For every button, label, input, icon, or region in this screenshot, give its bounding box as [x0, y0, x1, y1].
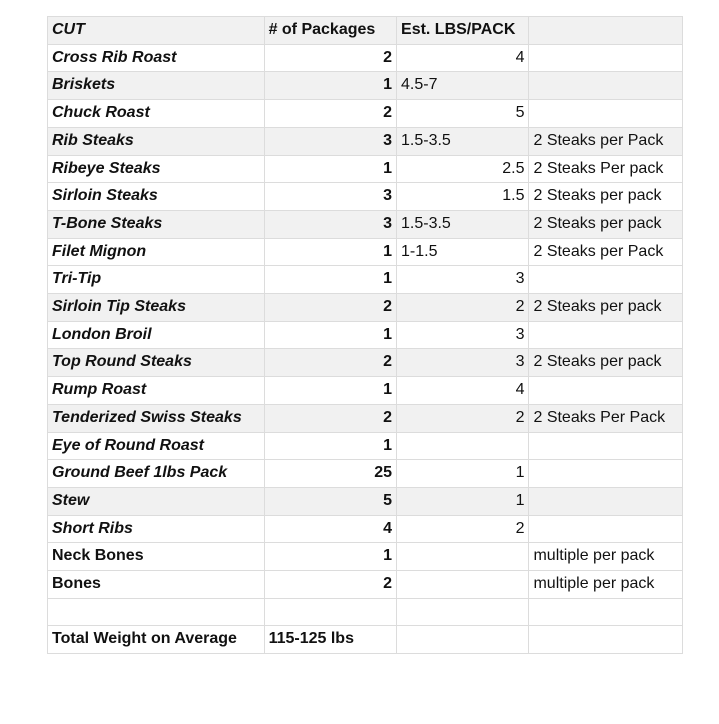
cut-name: Filet Mignon — [48, 238, 265, 266]
lbs-per-pack: 4 — [397, 44, 529, 72]
lbs-per-pack: 1.5 — [397, 183, 529, 211]
empty-cell — [397, 626, 529, 654]
package-count: 2 — [264, 571, 396, 599]
lbs-per-pack: 1 — [397, 460, 529, 488]
lbs-per-pack — [397, 543, 529, 571]
pack-note: 2 Steaks per pack — [529, 210, 683, 238]
table-row — [48, 487, 683, 515]
cut-name: Bones — [48, 571, 265, 599]
table-row — [48, 349, 683, 377]
table-row — [48, 321, 683, 349]
cut-name: Eye of Round Roast — [48, 432, 265, 460]
table-row — [48, 571, 683, 599]
package-count: 1 — [264, 238, 396, 266]
header-packages: # of Packages — [264, 17, 396, 45]
cut-name: Sirloin Tip Steaks — [48, 294, 265, 322]
table-row — [48, 210, 683, 238]
lbs-per-pack: 5 — [397, 100, 529, 128]
pack-note — [529, 432, 683, 460]
package-count: 2 — [264, 100, 396, 128]
pack-note — [529, 377, 683, 405]
lbs-per-pack: 3 — [397, 266, 529, 294]
package-count: 2 — [264, 349, 396, 377]
total-label: Total Weight on Average — [48, 626, 265, 654]
package-count: 1 — [264, 321, 396, 349]
table-row — [48, 44, 683, 72]
table-row — [48, 432, 683, 460]
pack-note: 2 Steaks per pack — [529, 183, 683, 211]
package-count: 2 — [264, 294, 396, 322]
package-count: 2 — [264, 404, 396, 432]
pack-note — [529, 72, 683, 100]
total-row — [48, 626, 683, 654]
lbs-per-pack: 2.5 — [397, 155, 529, 183]
cut-name: Rib Steaks — [48, 127, 265, 155]
table-row — [48, 404, 683, 432]
table-row — [48, 238, 683, 266]
package-count: 1 — [264, 377, 396, 405]
pack-note: 2 Steaks per pack — [529, 349, 683, 377]
package-count: 25 — [264, 460, 396, 488]
empty-cell — [264, 598, 396, 626]
empty-row — [48, 598, 683, 626]
header-lbs-per-pack: Est. LBS/PACK — [397, 17, 529, 45]
cut-name: Sirloin Steaks — [48, 183, 265, 211]
cut-name: London Broil — [48, 321, 265, 349]
cut-name: T-Bone Steaks — [48, 210, 265, 238]
cut-name: Rump Roast — [48, 377, 265, 405]
pack-note: 2 Steaks per Pack — [529, 238, 683, 266]
table-row — [48, 377, 683, 405]
empty-cell — [48, 598, 265, 626]
cut-name: Briskets — [48, 72, 265, 100]
table-row — [48, 266, 683, 294]
lbs-per-pack: 3 — [397, 349, 529, 377]
total-value: 115-125 lbs — [264, 626, 396, 654]
lbs-per-pack: 1 — [397, 487, 529, 515]
table-row — [48, 155, 683, 183]
table-row — [48, 100, 683, 128]
pack-note: multiple per pack — [529, 571, 683, 599]
pack-note — [529, 266, 683, 294]
pack-note — [529, 515, 683, 543]
pack-note: 2 Steaks Per Pack — [529, 404, 683, 432]
package-count: 1 — [264, 266, 396, 294]
beef-cuts-table — [47, 16, 683, 654]
package-count: 2 — [264, 44, 396, 72]
lbs-per-pack: 2 — [397, 515, 529, 543]
cut-name: Ribeye Steaks — [48, 155, 265, 183]
table-row — [48, 515, 683, 543]
pack-note — [529, 44, 683, 72]
table-row — [48, 72, 683, 100]
table-row — [48, 543, 683, 571]
pack-note: 2 Steaks per Pack — [529, 127, 683, 155]
pack-note: 2 Steaks per pack — [529, 294, 683, 322]
cut-name: Tri-Tip — [48, 266, 265, 294]
package-count: 1 — [264, 155, 396, 183]
package-count: 4 — [264, 515, 396, 543]
lbs-per-pack: 3 — [397, 321, 529, 349]
lbs-per-pack: 1.5-3.5 — [397, 210, 529, 238]
pack-note — [529, 100, 683, 128]
cut-name: Top Round Steaks — [48, 349, 265, 377]
pack-note — [529, 460, 683, 488]
cut-name: Short Ribs — [48, 515, 265, 543]
package-count: 5 — [264, 487, 396, 515]
empty-cell — [529, 598, 683, 626]
package-count: 3 — [264, 127, 396, 155]
pack-note: multiple per pack — [529, 543, 683, 571]
table-row — [48, 183, 683, 211]
cut-name: Tenderized Swiss Steaks — [48, 404, 265, 432]
lbs-per-pack: 1.5-3.5 — [397, 127, 529, 155]
table-row — [48, 127, 683, 155]
cut-name: Stew — [48, 487, 265, 515]
package-count: 3 — [264, 183, 396, 211]
cut-name: Chuck Roast — [48, 100, 265, 128]
package-count: 1 — [264, 432, 396, 460]
lbs-per-pack: 2 — [397, 404, 529, 432]
header-cut: CUT — [48, 17, 265, 45]
lbs-per-pack — [397, 571, 529, 599]
pack-note — [529, 321, 683, 349]
package-count: 1 — [264, 72, 396, 100]
pack-note — [529, 487, 683, 515]
header-notes — [529, 17, 683, 45]
cut-name: Neck Bones — [48, 543, 265, 571]
cut-name: Ground Beef 1lbs Pack — [48, 460, 265, 488]
lbs-per-pack: 4.5-7 — [397, 72, 529, 100]
lbs-per-pack: 2 — [397, 294, 529, 322]
lbs-per-pack: 1-1.5 — [397, 238, 529, 266]
cut-name: Cross Rib Roast — [48, 44, 265, 72]
package-count: 3 — [264, 210, 396, 238]
lbs-per-pack — [397, 432, 529, 460]
empty-cell — [397, 598, 529, 626]
package-count: 1 — [264, 543, 396, 571]
table-row — [48, 294, 683, 322]
pack-note: 2 Steaks Per pack — [529, 155, 683, 183]
empty-cell — [529, 626, 683, 654]
header-row — [48, 17, 683, 45]
table-row — [48, 460, 683, 488]
lbs-per-pack: 4 — [397, 377, 529, 405]
